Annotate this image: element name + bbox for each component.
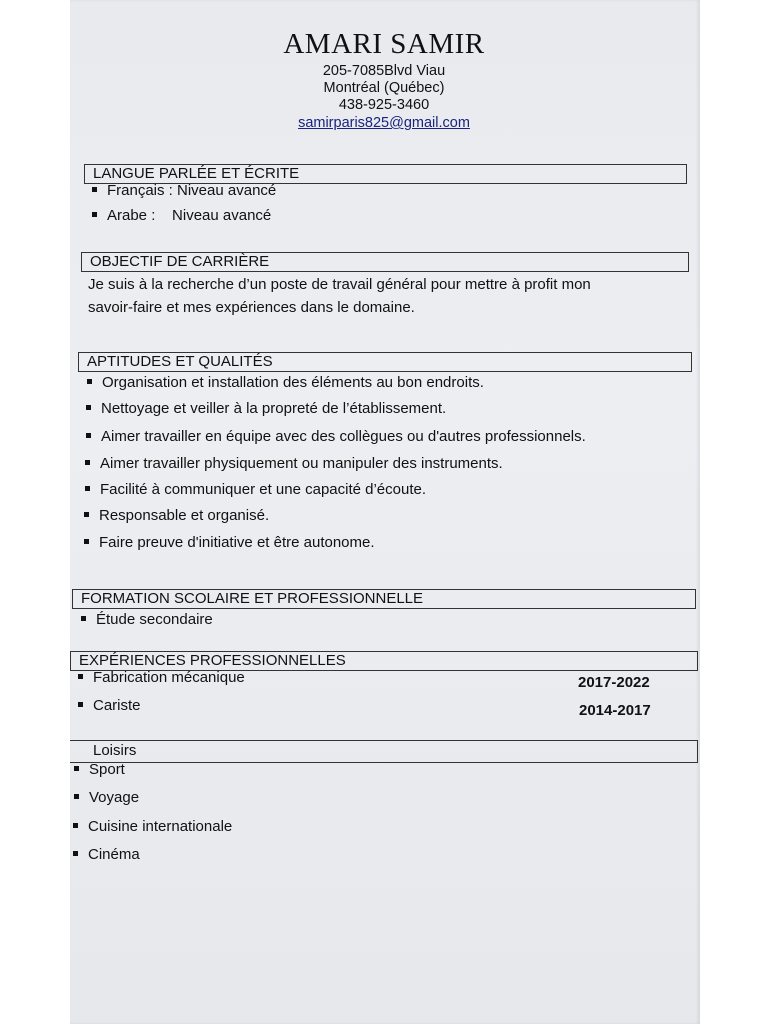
- bullet-icon: [87, 379, 92, 384]
- list-item: Facilité à communiquer et une capacité d’écoute.: [85, 481, 426, 498]
- bullet-icon: [81, 616, 86, 621]
- bullet-icon: [86, 405, 91, 410]
- bullet-icon: [92, 187, 97, 192]
- city: Montréal (Québec): [323, 80, 445, 96]
- bullet-icon: [84, 539, 89, 544]
- section-header-objective: OBJECTIF DE CARRIÈRE: [81, 252, 689, 272]
- section-header-education: FORMATION SCOLAIRE ET PROFESSIONNELLE: [72, 589, 696, 609]
- experience-years: 2017-2022: [578, 674, 650, 691]
- bullet-icon: [73, 823, 78, 828]
- list-item: Responsable et organisé.: [84, 507, 269, 524]
- objective-line-2: savoir-faire et mes expériences dans le domaine.: [88, 299, 415, 316]
- list-item: Voyage: [74, 789, 139, 806]
- objective-line-1: Je suis à la recherche d’un poste de travail général pour mettre à profit mon: [88, 276, 591, 293]
- list-item: Sport: [74, 761, 125, 778]
- bullet-icon: [92, 212, 97, 217]
- bullet-icon: [86, 433, 91, 438]
- bullet-icon: [85, 460, 90, 465]
- list-item: Nettoyage et veiller à la propreté de l’établissement.: [86, 400, 446, 417]
- bullet-icon: [84, 512, 89, 517]
- bullet-icon: [78, 702, 83, 707]
- experience-years: 2014-2017: [579, 702, 651, 719]
- section-header-hobbies: Loisirs: [70, 740, 698, 763]
- phone: 438-925-3460: [338, 97, 430, 113]
- list-item: Français : Niveau avancé: [92, 182, 276, 199]
- list-item: Aimer travailler physiquement ou manipuler des instruments.: [85, 455, 503, 472]
- bullet-icon: [78, 674, 83, 679]
- list-item: Cinéma: [73, 846, 140, 863]
- list-item: Aimer travailler en équipe avec des collègues ou d'autres professionnels.: [86, 428, 586, 445]
- section-header-skills: APTITUDES ET QUALITÉS: [78, 352, 692, 372]
- list-item: Cariste: [78, 697, 141, 714]
- section-header-experience: EXPÉRIENCES PROFESSIONNELLES: [70, 651, 698, 671]
- list-item: Fabrication mécanique: [78, 669, 245, 686]
- list-item: Cuisine internationale: [73, 818, 232, 835]
- section-header-languages: LANGUE PARLÉE ET ÉCRITE: [84, 164, 687, 184]
- list-item: Organisation et installation des éléments au bon endroits.: [87, 374, 484, 391]
- bullet-icon: [74, 794, 79, 799]
- address: 205-7085Blvd Viau: [322, 63, 446, 79]
- bullet-icon: [73, 851, 78, 856]
- candidate-name: AMARI SAMIR: [283, 28, 485, 60]
- email-link[interactable]: samirparis825@gmail.com: [298, 115, 470, 131]
- bullet-icon: [85, 486, 90, 491]
- list-item: Étude secondaire: [81, 611, 213, 628]
- bullet-icon: [74, 766, 79, 771]
- list-item: Faire preuve d'initiative et être autonome.: [84, 534, 375, 551]
- list-item: Arabe : Niveau avancé: [92, 207, 271, 224]
